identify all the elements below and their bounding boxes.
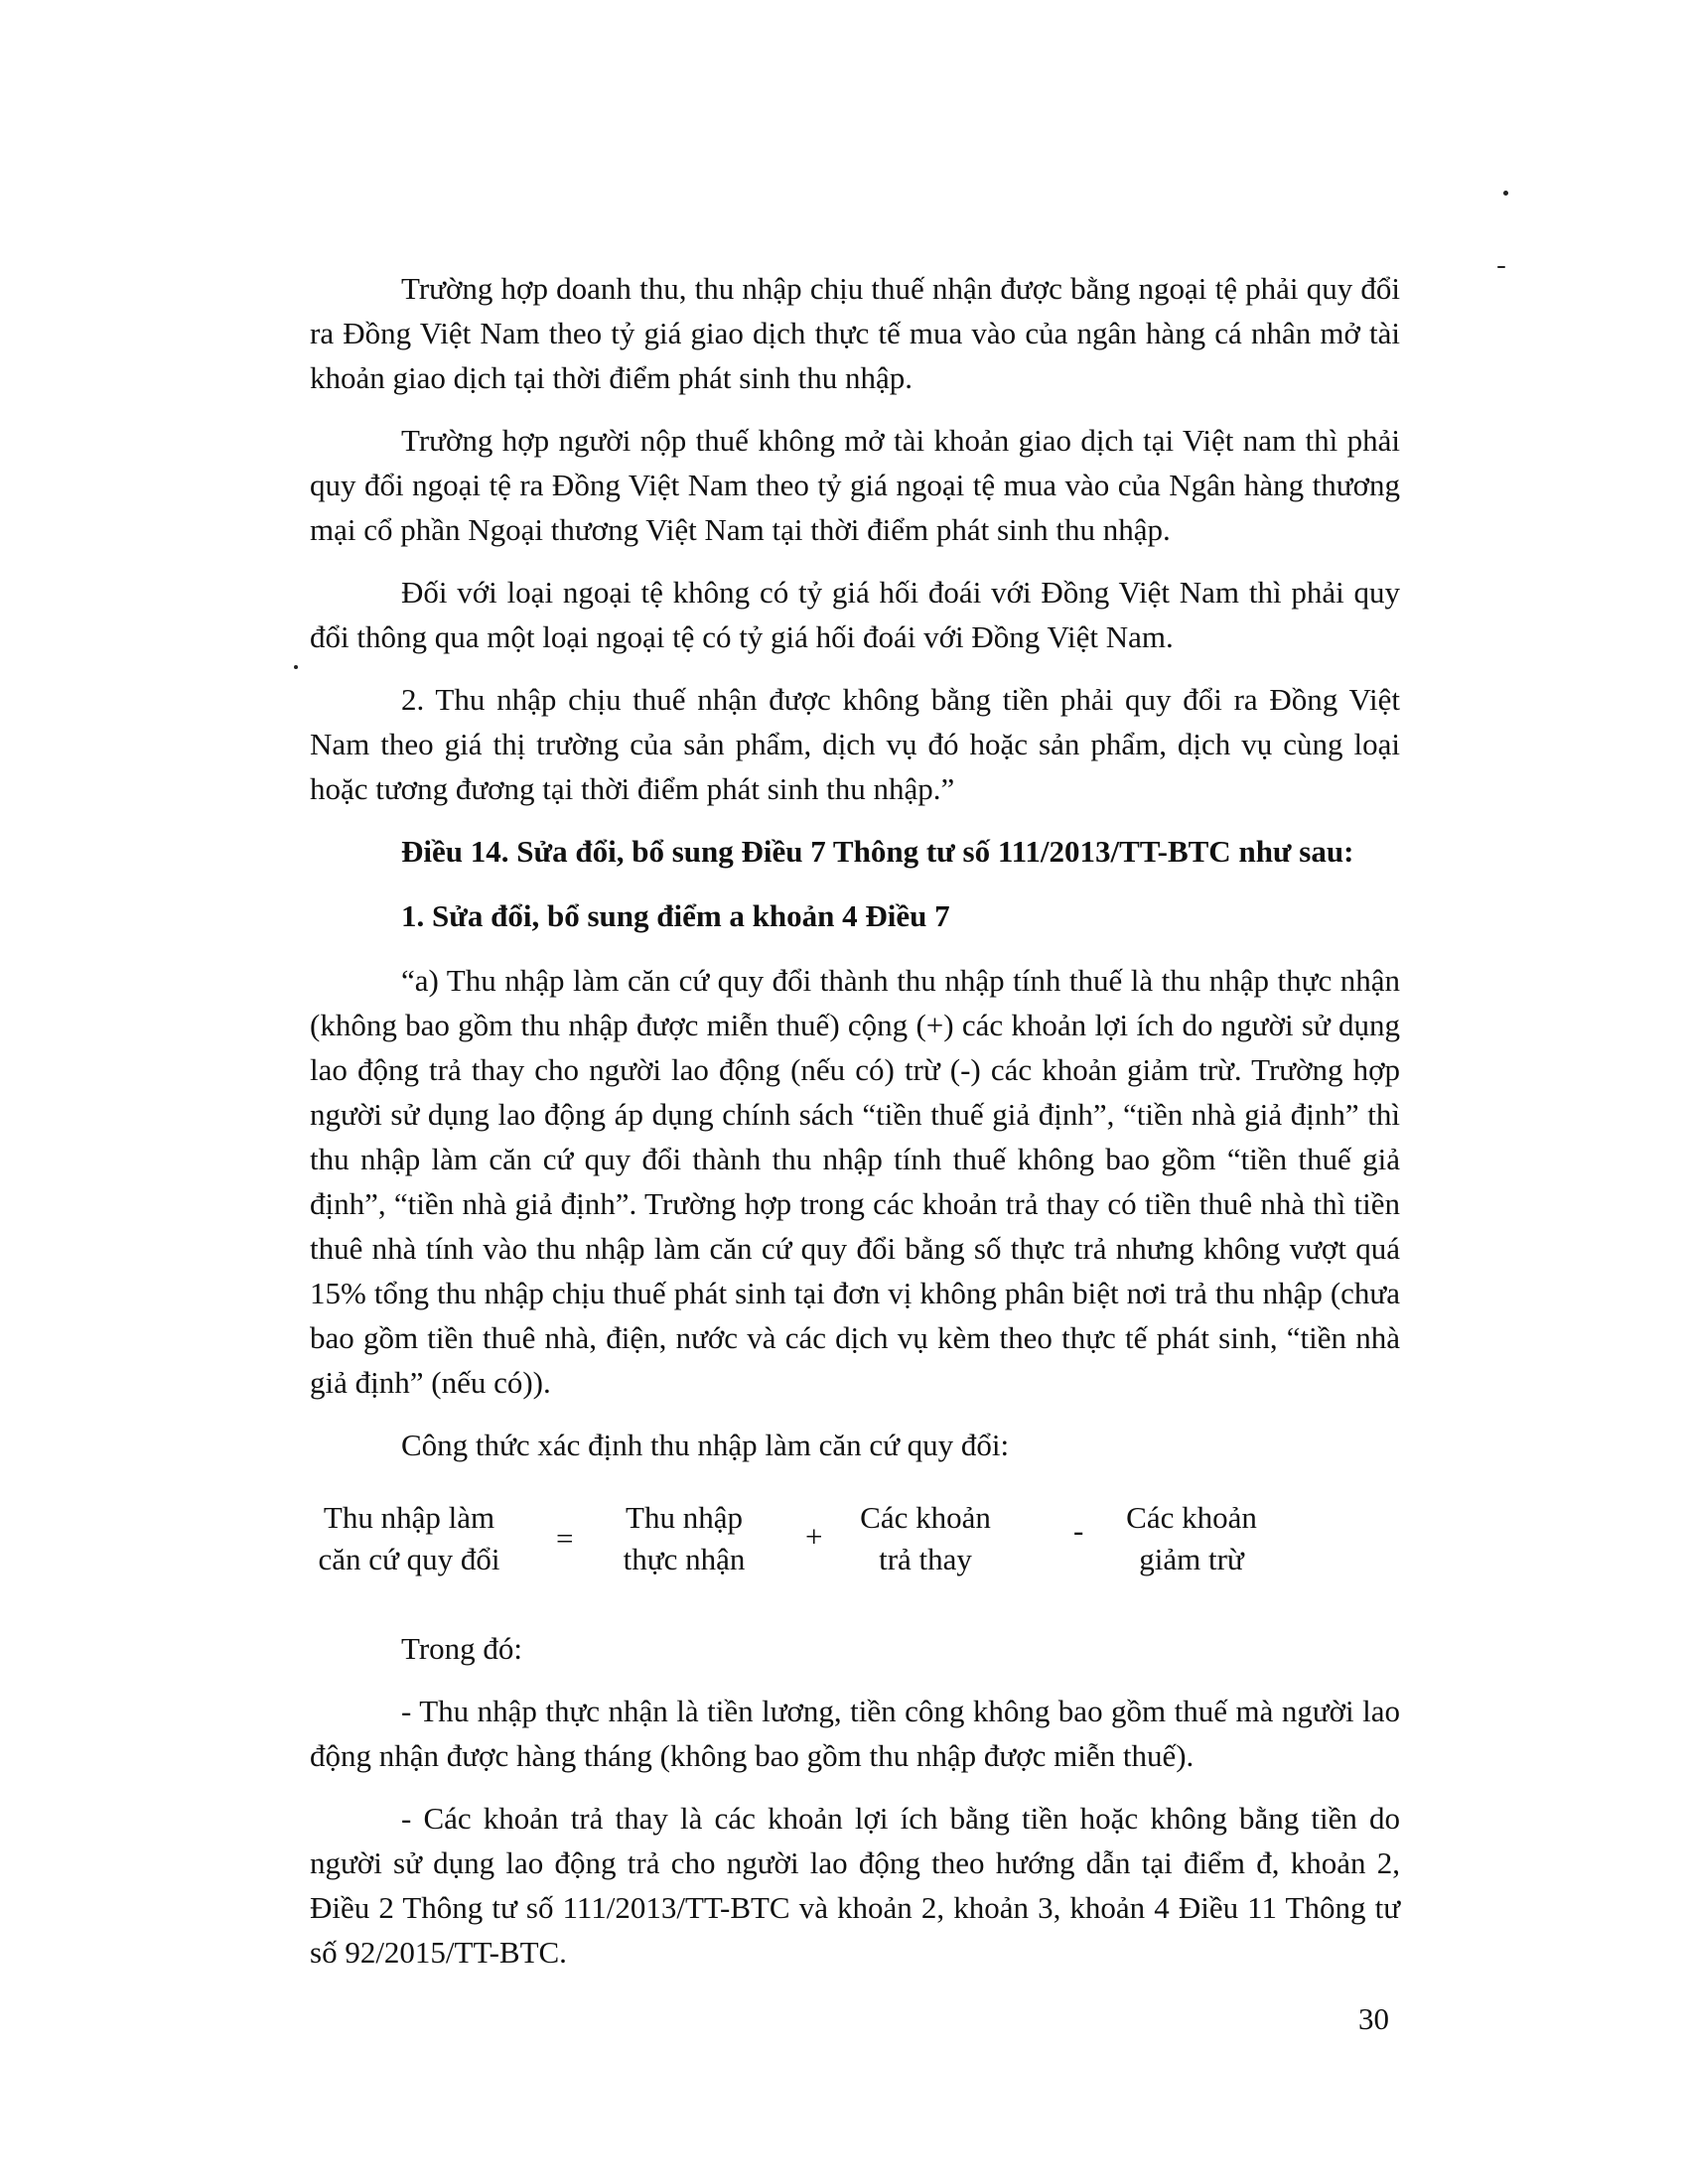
document-body — [310, 266, 1400, 1992]
paragraph-non-cash-income: 2. Thu nhập chịu thuế nhận được không bằng tiền phải quy đổi ra Đồng Việt Nam theo giá thị trường của sản phẩm, dịch vụ đó hoặc sản phẩm, dịch vụ cùng loại hoặc tương đương tại thời điểm phát sinh thu nhập.” — [310, 682, 1400, 806]
paragraph-point-a: “a) Thu nhập làm căn cứ quy đổi thành thu nhập tính thuế là thu nhập thực nhận (không bao gồm thu nhập được miễn thuế) cộng (+) các khoản lợi ích do người sử dụng lao động trả thay cho người lao động (nếu có) trừ (-) các khoản giảm trừ. Trường hợp người sử dụng lao động áp dụng chính sách “tiền thuế giả định”, “tiền nhà giả định” thì thu nhập làm căn cứ quy đổi thành thu nhập tính thuế không bao gồm “tiền thuế giả định”, “tiền nhà giả định”. Trường hợp trong các khoản trả thay có tiền thuê nhà thì tiền thuê nhà tính vào thu nhập làm căn cứ quy đổi bằng số thực trả nhưng không vượt quá 15% tổng thu nhập chịu thuế phát sinh tại đơn vị không phân biệt nơi trả thu nhập (chưa bao gồm tiền thuê nhà, điện, nước và các dịch vụ kèm theo thực tế phát sinh, “tiền nhà giả định” (nếu có)). — [310, 963, 1400, 1400]
paragraph-actual-income-definition: - Thu nhập thực nhận là tiền lương, tiền công không bao gồm thuế mà người lao động nhận được hàng tháng (không bao gồm thu nhập được miễn thuế). — [310, 1694, 1400, 1773]
paragraph-where: Trong đó: — [401, 1631, 523, 1666]
paragraph-paid-on-behalf-definition: - Các khoản trả thay là các khoản lợi ích bằng tiền hoặc không bằng tiền do người sử dụng lao động trả cho người lao động theo hướng dẫn tại điểm đ, khoản 2, Điều 2 Thông tư số 111/2013/TT-BTC và khoản 2, khoản 3, khoản 4 Điều 11 Thông tư số 92/2015/TT-BTC. — [310, 1801, 1400, 1970]
formula-term-converted-income: Thu nhập làm căn cứ quy đổi — [318, 1500, 500, 1576]
paragraph-no-exchange-rate: Đối với loại ngoại tệ không có tỷ giá hối đoái với Đồng Việt Nam thì phải quy đổi thông qua một loại ngoại tệ có tỷ giá hối đoái với Đồng Việt Nam. — [310, 575, 1400, 654]
scan-speck — [1503, 191, 1508, 196]
formula-intro: Công thức xác định thu nhập làm căn cứ quy đổi: — [401, 1428, 1010, 1462]
scan-speck — [1497, 266, 1505, 268]
formula-term-actual-income: Thu nhập thực nhận — [623, 1500, 746, 1576]
formula-term-deductions: Các khoản giảm trừ — [1126, 1500, 1257, 1576]
paragraph-foreign-currency-income: Trường hợp doanh thu, thu nhập chịu thuế nhận được bằng ngoại tệ phải quy đổi ra Đồng Việt Nam theo tỷ giá giao dịch thực tế mua vào của ngân hàng cá nhân mở tài khoản giao dịch tại thời điểm phát sinh thu nhập. — [310, 271, 1400, 395]
page-number: 30 — [1358, 2001, 1389, 2036]
scan-speck — [294, 665, 298, 669]
formula-plus-sign: + — [805, 1519, 823, 1554]
clause-1-heading: 1. Sửa đổi, bổ sung điểm a khoản 4 Điều 7 — [401, 898, 950, 933]
formula-minus-sign: - — [1073, 1513, 1084, 1548]
paragraph-no-account-vietnam: Trường hợp người nộp thuế không mở tài khoản giao dịch tại Việt nam thì phải quy đổi ngoại tệ ra Đồng Việt Nam theo tỷ giá ngoại tệ mua vào của Ngân hàng thương mại cổ phần Ngoại thương Việt Nam tại thời điểm phát sinh thu nhập. — [310, 423, 1400, 547]
formula-term-paid-on-behalf: Các khoản trả thay — [860, 1500, 991, 1576]
income-formula — [310, 1497, 1400, 1600]
formula-equals-sign: = — [556, 1521, 574, 1556]
article-14-heading: Điều 14. Sửa đổi, bổ sung Điều 7 Thông tư số 111/2013/TT-BTC như sau: — [401, 834, 1354, 869]
